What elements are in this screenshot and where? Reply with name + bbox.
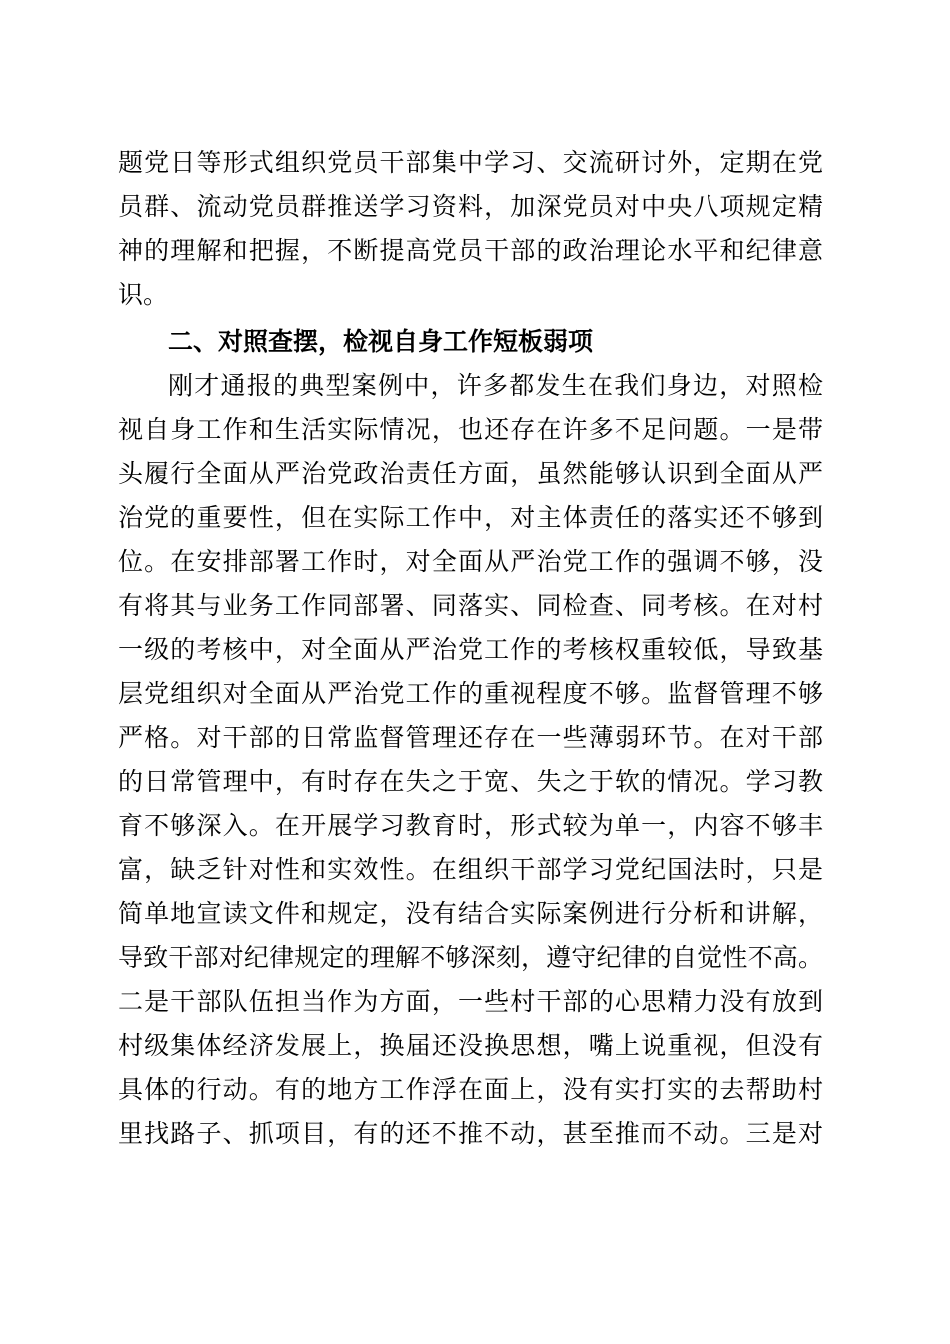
text-line: 严格。对干部的日常监督管理还存在一些薄弱环节。在对干部 bbox=[118, 723, 823, 752]
text-line: 头履行全面从严治党政治责任方面，虽然能够认识到全面从严 bbox=[118, 459, 823, 488]
text-line: 村级集体经济发展上，换届还没换思想，嘴上说重视，但没有 bbox=[118, 1031, 823, 1060]
text-line: 育不够深入。在开展学习教育时，形式较为单一，内容不够丰 bbox=[118, 811, 823, 840]
text-line: 题党日等形式组织党员干部集中学习、交流研讨外，定期在党 bbox=[118, 148, 823, 177]
text-line: 里找路子、抓项目，有的还不推不动，甚至推而不动。三是对 bbox=[118, 1119, 823, 1148]
text-line: 二是干部队伍担当作为方面，一些村干部的心思精力没有放到 bbox=[118, 987, 823, 1016]
text-line: 有将其与业务工作同部署、同落实、同检查、同考核。在对村 bbox=[118, 591, 823, 620]
section-heading: 二、对照查摆，检视自身工作短板弱项 bbox=[168, 327, 594, 356]
text-line: 员群、流动党员群推送学习资料，加深党员对中央八项规定精 bbox=[118, 192, 823, 221]
text-line: 简单地宣读文件和规定，没有结合实际案例进行分析和讲解， bbox=[118, 899, 823, 928]
text-line: 识。 bbox=[118, 280, 169, 309]
text-line: 治党的重要性，但在实际工作中，对主体责任的落实还不够到 bbox=[118, 503, 823, 532]
paragraph-first-line: 刚才通报的典型案例中，许多都发生在我们身边，对照检 bbox=[168, 371, 823, 400]
text-line: 导致干部对纪律规定的理解不够深刻，遵守纪律的自觉性不高。 bbox=[118, 943, 823, 972]
text-line: 视自身工作和生活实际情况，也还存在许多不足问题。一是带 bbox=[118, 415, 823, 444]
text-line: 神的理解和把握，不断提高党员干部的政治理论水平和纪律意 bbox=[118, 236, 823, 265]
text-line: 层党组织对全面从严治党工作的重视程度不够。监督管理不够 bbox=[118, 679, 823, 708]
text-line: 的日常管理中，有时存在失之于宽、失之于软的情况。学习教 bbox=[118, 767, 823, 796]
text-line: 位。在安排部署工作时，对全面从严治党工作的强调不够，没 bbox=[118, 547, 823, 576]
text-line: 富，缺乏针对性和实效性。在组织干部学习党纪国法时，只是 bbox=[118, 855, 823, 884]
text-line: 一级的考核中，对全面从严治党工作的考核权重较低，导致基 bbox=[118, 635, 823, 664]
text-line: 具体的行动。有的地方工作浮在面上，没有实打实的去帮助村 bbox=[118, 1075, 823, 1104]
